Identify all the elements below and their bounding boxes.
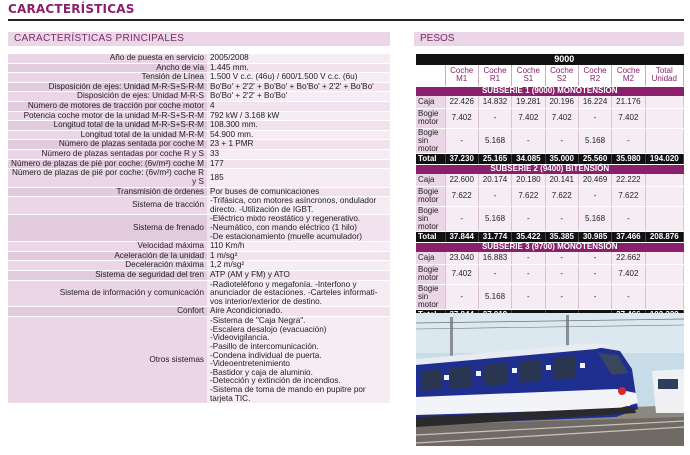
weight-row (416, 186, 684, 206)
weight-cell: - (545, 264, 578, 284)
total-cell: 34.085 (512, 153, 545, 164)
weight-cell: - (545, 128, 578, 153)
column-header-line: Coche (583, 66, 607, 76)
spec-value-line: Aire Acondicionado. (210, 306, 283, 316)
spec-label: Número de plazas de pié por coche: (6v/m²) coche R y S (8, 169, 207, 187)
column-header (512, 65, 545, 86)
spec-value (207, 140, 390, 150)
weight-cell: 20.196 (545, 96, 578, 108)
spec-label: Número de plazas de pié por coche: (6v/m²) coche M (8, 159, 207, 169)
weight-cell: - (445, 128, 478, 153)
weight-cell: - (512, 264, 545, 284)
weight-cell: 7.402 (612, 264, 645, 284)
spec-value-line: 54.900 mm. (210, 129, 254, 139)
spec-value-line: -Bastidor y caja de aluminio. (210, 367, 313, 377)
page-title: CARACTERÍSTICAS (8, 2, 135, 16)
spec-label: Aceleración de la unidad (8, 251, 207, 261)
weight-cell (645, 174, 683, 186)
model-row (416, 54, 684, 65)
spec-label: Sistema de frenado (8, 215, 207, 242)
weight-row-label: Bogie sin motor (416, 206, 445, 231)
spec-value (207, 159, 390, 169)
weight-cell: 20.180 (512, 174, 545, 186)
spec-value (207, 92, 390, 102)
weight-cell: 7.622 (512, 186, 545, 206)
spec-value-line: Bo'Bo' + 2'2' + Bo'Bo' (210, 91, 288, 101)
spec-row (8, 271, 390, 281)
spec-label: Confort (8, 307, 207, 317)
column-header (478, 65, 511, 86)
weight-cell (645, 96, 683, 108)
weight-cell: - (512, 284, 545, 309)
weight-cell: 22.662 (612, 252, 645, 264)
spec-value-line: -Videoentretenimiento (210, 359, 290, 369)
main-features-table (8, 54, 390, 404)
weight-cell: - (578, 186, 611, 206)
spec-value (207, 317, 390, 404)
weight-cell: - (578, 284, 611, 309)
weight-cell: 7.402 (545, 108, 578, 128)
column-header-line: S2 (556, 74, 567, 84)
spec-value-line: -De estacionamiento (muelle acumulador) (210, 231, 362, 241)
weight-row (416, 174, 684, 186)
total-cell: 35.385 (545, 231, 578, 242)
weight-cell: 22.600 (445, 174, 478, 186)
weight-cell: 20.174 (478, 174, 511, 186)
spec-value-line: 108.300 mm. (210, 120, 258, 130)
spec-value (207, 73, 390, 83)
total-cell: 30.985 (578, 231, 611, 242)
total-cell: 25.165 (478, 153, 511, 164)
column-header-line: M1 (456, 74, 468, 84)
weight-row (416, 284, 684, 309)
weight-cell (645, 206, 683, 231)
total-cell: 25.560 (578, 153, 611, 164)
main-features-header: CARACTERÍSTICAS PRINCIPALES (8, 32, 390, 46)
spec-label: Sistema de información y comunicación (8, 280, 207, 307)
subseries-title: SUBSERIE 2 (9400) BITENSIÓN (416, 164, 684, 174)
weight-cell: 7.402 (512, 108, 545, 128)
title-divider (8, 19, 684, 21)
spec-value-line: 23 + 1 PMR (210, 139, 254, 149)
column-header-line: M2 (622, 74, 634, 84)
weight-cell: 20.469 (578, 174, 611, 186)
subseries-title-row (416, 164, 684, 174)
spec-row (8, 280, 390, 307)
weight-cell: - (512, 206, 545, 231)
weight-cell: - (445, 206, 478, 231)
weight-cell: 7.622 (545, 186, 578, 206)
spec-value (207, 215, 390, 242)
weight-cell: 7.402 (445, 108, 478, 128)
weights-table (416, 54, 684, 321)
spec-value (207, 242, 390, 252)
spec-value-line: -Condena individual de puerta. (210, 350, 322, 360)
spec-value-line: tarjeta TIC. (210, 393, 251, 403)
weight-cell: - (612, 206, 645, 231)
spec-label: Potencia coche motor de la unidad M-R-S+S-R-M (8, 111, 207, 121)
spec-value-line: -Sistema de "Caja Negra". (210, 316, 306, 326)
column-header-line: Coche (516, 66, 540, 76)
weight-row-label: Bogie motor (416, 108, 445, 128)
total-cell: 37.466 (612, 231, 645, 242)
weight-cell: 5.168 (478, 128, 511, 153)
column-header-line: Total (655, 66, 673, 76)
spec-value-line: ATP (AM y FM) y ATO (210, 270, 290, 280)
weight-row (416, 128, 684, 153)
spec-value-line: -Videovigilancia. (210, 333, 270, 343)
subseries-title-row (416, 242, 684, 252)
total-cell: 35.422 (512, 231, 545, 242)
spec-value-line: Por buses de comunicaciones (210, 186, 320, 196)
weight-cell: 14.832 (478, 96, 511, 108)
spec-label: Otros sistemas (8, 317, 207, 404)
spec-value-line: -Trifásica, con motores asíncronos, ondulador (210, 196, 377, 206)
weight-cell: - (545, 252, 578, 264)
spec-value-line: 4 (210, 101, 215, 111)
total-cell: 37.230 (445, 153, 478, 164)
weight-cell (645, 108, 683, 128)
spec-value (207, 271, 390, 281)
train-photo (416, 313, 684, 446)
spec-value-line: 1 m/sg² (210, 250, 238, 260)
total-row (416, 231, 684, 242)
spec-value-line: -Detección y extinción de incendios. (210, 376, 341, 386)
spec-label: Sistema de seguridad del tren (8, 271, 207, 281)
weight-row-label: Bogie motor (416, 264, 445, 284)
weight-cell: 16.224 (578, 96, 611, 108)
spec-value (207, 197, 390, 215)
spec-value-line: -Pasillo de intercomunicación. (210, 341, 319, 351)
total-cell: 31.774 (478, 231, 511, 242)
spec-label: Número de motores de tracción por coche motor (8, 102, 207, 112)
spec-value-line: 177 (210, 158, 224, 168)
weight-cell: - (612, 284, 645, 309)
weight-row (416, 252, 684, 264)
weight-cell: 5.168 (478, 206, 511, 231)
column-header-row (416, 65, 684, 86)
weight-row-label: Caja (416, 174, 445, 186)
subseries-title: SUBSERIE 1 (9000) MONOTENSIÓN (416, 86, 684, 96)
spec-value (207, 54, 390, 63)
spec-value-line: anunciador de estaciones. -Carteles informati- (210, 288, 378, 298)
weight-cell: - (478, 186, 511, 206)
weight-row-label: Bogie sin motor (416, 128, 445, 153)
weight-cell: 16.883 (478, 252, 511, 264)
total-label: Total (416, 153, 445, 164)
weights-header: PESOS (414, 32, 684, 46)
spec-label: Número de plazas sentadas por coche R y S (8, 150, 207, 160)
weight-cell: 23.040 (445, 252, 478, 264)
column-header-line: Coche (616, 66, 640, 76)
total-cell: 35.980 (612, 153, 645, 164)
column-header-line: Coche (550, 66, 574, 76)
column-header-line: Unidad (651, 74, 677, 84)
weight-row (416, 264, 684, 284)
spec-label: Ancho de vía (8, 63, 207, 73)
weight-cell: 5.168 (578, 128, 611, 153)
column-header-line: S1 (523, 74, 534, 84)
spec-row (8, 197, 390, 215)
weight-cell: 19.281 (512, 96, 545, 108)
weight-row-label: Bogie sin motor (416, 284, 445, 309)
spec-label: Sistema de tracción (8, 197, 207, 215)
spec-row (8, 242, 390, 252)
weight-cell: - (478, 264, 511, 284)
weight-row (416, 96, 684, 108)
column-header (645, 65, 683, 86)
spec-value-line: 1.500 V c.c. (46u) / 600/1.500 V c.c. (6u) (210, 72, 358, 82)
weight-cell: - (578, 108, 611, 128)
spec-value-line: -Radioteléfono y megafonía. -Interfono y (210, 279, 357, 289)
total-cell: 35.000 (545, 153, 578, 164)
spec-value-line: 1,2 m/sg² (210, 260, 245, 270)
column-header (445, 65, 478, 86)
spec-label: Número de plazas sentada por coche M (8, 140, 207, 150)
spec-row (8, 169, 390, 187)
weight-row-label: Caja (416, 96, 445, 108)
subseries-title-row (416, 86, 684, 96)
spec-row (8, 121, 390, 131)
total-cell: 208.876 (645, 231, 683, 242)
weight-cell: 7.402 (445, 264, 478, 284)
spec-label: Disposición de ejes: Unidad M-R-S+S-R-M (8, 82, 207, 92)
weight-cell: 22.222 (612, 174, 645, 186)
column-header-line: R1 (489, 74, 501, 84)
weight-row-label: Caja (416, 252, 445, 264)
spec-label: Año de puesta en servicio (8, 54, 207, 63)
spec-value-line: -Eléctrico mixto reostático y regenerativo. (210, 214, 361, 224)
column-header (545, 65, 578, 86)
spec-label: Tensión de Línea (8, 73, 207, 83)
weight-cell: 5.168 (578, 206, 611, 231)
weight-cell (645, 186, 683, 206)
subseries-title: SUBSERIE 3 (9700) MONOTENSIÓN (416, 242, 684, 252)
spec-value-line: -Neumático, con mando eléctrico (1 hilo) (210, 222, 357, 232)
spec-row (8, 317, 390, 404)
column-header-line: R2 (589, 74, 601, 84)
spec-row (8, 102, 390, 112)
spec-value-line: directo. -Utilización de IGBT. (210, 204, 314, 214)
column-header (612, 65, 645, 86)
spec-value-line: 33 (210, 149, 220, 159)
weight-cell: 21.176 (612, 96, 645, 108)
weight-cell (645, 252, 683, 264)
column-header-spacer (416, 65, 445, 86)
model-number: 9000 (445, 54, 684, 65)
weight-row-label: Bogie motor (416, 186, 445, 206)
weight-cell (645, 264, 683, 284)
column-header-line: Coche (483, 66, 507, 76)
spec-value (207, 150, 390, 160)
weight-cell: 7.622 (445, 186, 478, 206)
spec-value-line: -Sistema de toma de mando en pupitre por (210, 384, 366, 394)
spec-value-line: vos interior/exterior de destino. (210, 296, 322, 306)
column-header (578, 65, 611, 86)
weight-cell: - (578, 252, 611, 264)
spec-label: Longitud total de la unidad M-R-M (8, 130, 207, 140)
spec-row (8, 150, 390, 160)
spec-value-line: 2005/2008 (210, 53, 249, 62)
weight-cell: 7.622 (612, 186, 645, 206)
model-spacer (416, 54, 445, 65)
spec-label: Deceleración máxima (8, 261, 207, 271)
weight-cell (645, 284, 683, 309)
spec-value-line: 792 kW / 3.168 kW (210, 110, 280, 120)
spec-value-line: -Escalera desalojo (evacuación) (210, 324, 327, 334)
spec-value (207, 280, 390, 307)
weight-cell: 5.168 (478, 284, 511, 309)
spec-value-line: 185 (210, 172, 224, 182)
weight-cell: - (478, 108, 511, 128)
weight-cell: - (512, 252, 545, 264)
weight-cell: - (578, 264, 611, 284)
spec-value-line: 1.445 mm. (210, 62, 249, 72)
column-header-line: Coche (450, 66, 474, 76)
spec-row (8, 73, 390, 83)
total-label: Total (416, 231, 445, 242)
weight-cell: 22.426 (445, 96, 478, 108)
spec-value-line: 110 Km/h (210, 241, 245, 251)
spec-label: Velocidad máxima (8, 242, 207, 252)
weight-cell (645, 128, 683, 153)
spec-label: Disposición de ejes: Unidad M-R-S (8, 92, 207, 102)
weight-cell: 7.402 (612, 108, 645, 128)
weight-cell: 20.141 (545, 174, 578, 186)
total-row (416, 153, 684, 164)
weight-cell: - (545, 284, 578, 309)
total-cell: 37.844 (445, 231, 478, 242)
weight-cell: - (612, 128, 645, 153)
spec-value (207, 169, 390, 187)
weight-cell: - (445, 284, 478, 309)
spec-value-line: Bo'Bo' + 2'2' + Bo'Bo' + Bo'Bo' + 2'2' + Bo'Bo' (210, 81, 374, 91)
weight-row (416, 108, 684, 128)
spec-value (207, 121, 390, 131)
spec-label: Longitud total de la unidad M-R-S+S-R-M (8, 121, 207, 131)
spec-row (8, 54, 390, 63)
spec-row (8, 307, 390, 317)
weight-row (416, 206, 684, 231)
spec-row (8, 215, 390, 242)
total-cell: 194.020 (645, 153, 683, 164)
weight-cell: - (512, 128, 545, 153)
spec-label: Transmisión de órdenes (8, 187, 207, 197)
weight-cell: - (545, 206, 578, 231)
spec-value (207, 102, 390, 112)
